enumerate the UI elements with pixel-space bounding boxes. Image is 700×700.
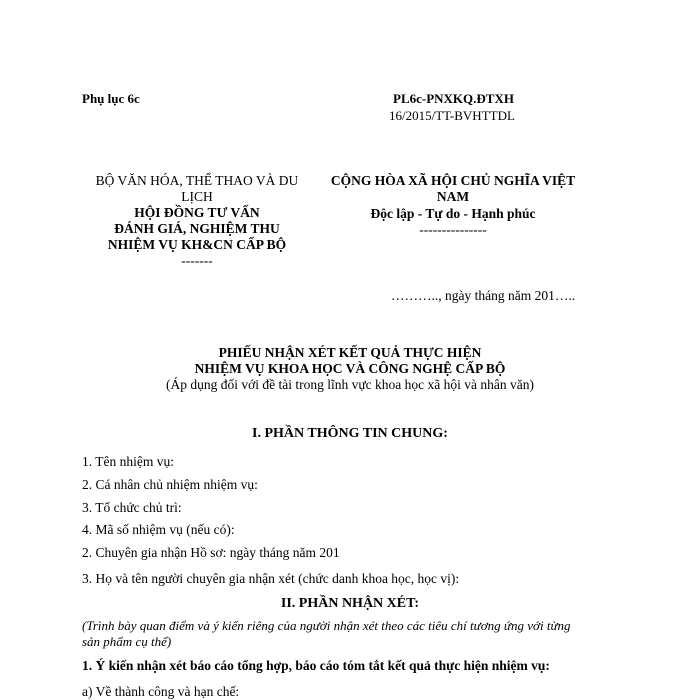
national-heading-block	[318, 173, 588, 238]
info-item-task-code: 4. Mã số nhiệm vụ (nếu có):	[82, 522, 235, 537]
section2-instruction-line2: sản phẩm cụ thể)	[82, 634, 172, 649]
section1-heading: I. PHẦN THÔNG TIN CHUNG:	[252, 426, 448, 441]
form-code: PL6c-PNXKQ.ĐTXH	[393, 91, 514, 106]
info-item-task-name: 1. Tên nhiệm vụ:	[82, 454, 174, 469]
title-line1: PHIẾU NHẬN XÉT KẾT QUẢ THỰC HIỆN	[218, 345, 482, 360]
republic-name-line2: NAM	[436, 189, 470, 204]
ministry-name-line1: BỘ VĂN HÓA, THỂ THAO VÀ DU	[95, 173, 299, 188]
council-name-line1: HỘI ĐỒNG TƯ VẤN	[134, 205, 260, 220]
right-divider: ---------------	[419, 222, 487, 237]
info-item-host-organization: 3. Tổ chức chủ trì:	[82, 500, 182, 515]
council-name-line3: NHIỆM VỤ KH&CN CẤP BỘ	[107, 237, 287, 252]
info-item-received-date: 2. Chuyên gia nhận Hồ sơ: ngày tháng năm 201	[82, 545, 340, 560]
review-item1a: a) Về thành công và hạn chế:	[82, 684, 240, 699]
section2-instruction-line1: (Trình bày quan điểm và ý kiến riêng của người nhận xét theo các tiêu chí tương ứng với từng	[82, 618, 571, 633]
appendix-label: Phụ lục 6c	[82, 91, 140, 106]
national-motto: Độc lập - Tự do - Hạnh phúc	[370, 206, 536, 221]
review-item1-heading: 1. Ý kiến nhận xét báo cáo tổng hợp, báo cáo tóm tắt kết quả thực hiện nhiệm vụ:	[82, 658, 550, 673]
circular-code: 16/2015/TT-BVHTTDL	[389, 108, 515, 123]
title-line2: NHIỆM VỤ KHOA HỌC VÀ CÔNG NGHỆ CẤP BỘ	[194, 361, 506, 376]
date-line: ……….., ngày tháng năm 201…..	[391, 288, 576, 303]
council-name-line2: ĐÁNH GIÁ, NGHIỆM THU	[114, 221, 280, 236]
section2-heading: II. PHẦN NHẬN XÉT:	[280, 596, 420, 611]
republic-name-line1: CỘNG HÒA XÃ HỘI CHỦ NGHĨA VIỆT	[330, 173, 576, 188]
info-item-task-leader: 2. Cá nhân chủ nhiệm nhiệm vụ:	[82, 477, 258, 492]
ministry-name-line2: LỊCH	[181, 189, 213, 204]
left-divider: -------	[181, 253, 213, 268]
issuing-agency-block	[72, 173, 322, 269]
title-subtitle: (Áp dụng đối với đề tài trong lĩnh vực khoa học xã hội và nhân văn)	[165, 377, 534, 392]
document-title	[150, 345, 550, 393]
info-item-reviewer-name: 3. Họ và tên người chuyên gia nhận xét (chức danh khoa học, học vị):	[82, 571, 460, 586]
